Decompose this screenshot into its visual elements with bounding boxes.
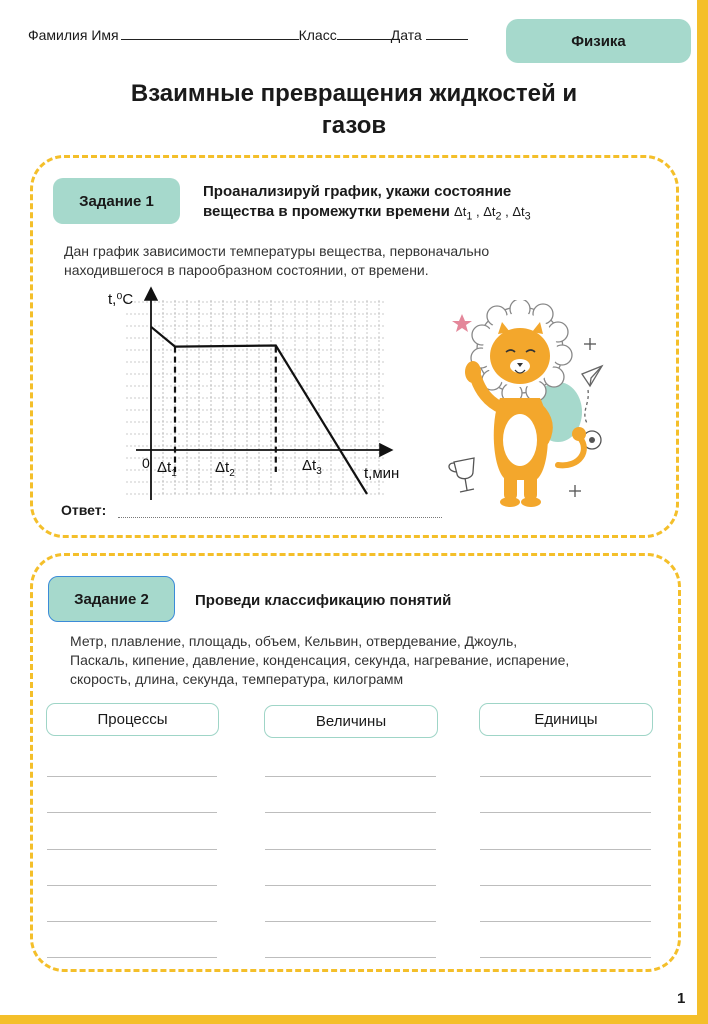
interval-1-sub: 1 — [171, 468, 177, 479]
page-title-line2: газов — [321, 112, 387, 139]
writing-line[interactable] — [47, 812, 217, 813]
interval-3-sub: 3 — [316, 466, 322, 477]
writing-line[interactable] — [47, 957, 217, 958]
category-units: Единицы — [479, 703, 653, 736]
date-label: Дата — [390, 27, 422, 43]
paper-plane-icon — [582, 366, 602, 425]
surname-name-field[interactable] — [121, 39, 299, 40]
surname-name-label: Фамилия Имя — [28, 27, 119, 43]
writing-line[interactable] — [480, 885, 651, 886]
interval-2-sub: 2 — [229, 468, 235, 479]
interval-3-base: Δt — [302, 457, 317, 474]
task2-text-line1: Метр, плавление, площадь, объем, Кельвин, отвердевание, Джоуль, — [70, 633, 518, 649]
writing-line[interactable] — [480, 776, 651, 777]
graph-dashed-markers — [175, 347, 276, 472]
page-frame-bottom — [0, 1015, 708, 1024]
writing-line[interactable] — [47, 921, 217, 922]
heading-interval-base: Δt — [454, 204, 467, 219]
lion-tail — [558, 438, 584, 465]
task2-text-line3: скорость, длина, секунда, температура, килограмм — [70, 671, 404, 687]
task1-description-line1: Дан график зависимости температуры вещества, первоначально — [64, 243, 490, 259]
writing-line[interactable] — [47, 776, 217, 777]
page-frame-right — [697, 0, 708, 1024]
interval-label-2 — [215, 459, 235, 479]
heading-interval-base: Δt — [483, 204, 496, 219]
lion-head — [490, 322, 550, 384]
task2-text — [70, 632, 670, 689]
origin-label: 0 — [142, 455, 150, 471]
writing-line[interactable] — [265, 921, 436, 922]
trophy-icon — [449, 458, 474, 492]
category-processes: Процессы — [46, 703, 219, 736]
answer-label: Ответ: — [61, 502, 107, 518]
temperature-time-graph — [100, 282, 420, 512]
task2-badge: Задание 2 — [48, 576, 175, 622]
writing-line[interactable] — [265, 812, 436, 813]
writing-line[interactable] — [265, 849, 436, 850]
task2-text-line2: Паскаль, кипение, давление, конденсация, секунда, нагревание, испарение, — [70, 652, 570, 668]
subject-badge: Физика — [506, 19, 691, 63]
task1-intervals: $\Delta t_1$ , $\Delta t_2$ , $\Delta t_3$ — [454, 204, 531, 223]
task1-heading — [203, 182, 663, 227]
answer-line[interactable] — [118, 517, 442, 518]
writing-line[interactable] — [265, 885, 436, 886]
lion-illustration — [440, 300, 615, 515]
task1-description-line2: находившегося в парообразном состоянии, от времени. — [64, 262, 429, 278]
heading-interval-sub: 3 — [524, 210, 531, 223]
task1-heading-line1: Проанализируй график, укажи состояние — [203, 183, 512, 200]
class-field[interactable] — [337, 39, 391, 40]
student-info-line — [28, 27, 468, 43]
star-icon — [452, 314, 472, 332]
y-axis-label: t,⁰C — [108, 291, 134, 308]
task1-badge: Задание 1 — [53, 178, 180, 224]
task1-heading-line2: вещества в промежутки времени — [203, 203, 450, 220]
page-number: 1 — [677, 990, 686, 1007]
page-title — [60, 78, 648, 142]
writing-line[interactable] — [265, 957, 436, 958]
writing-line[interactable] — [480, 812, 651, 813]
heading-interval-sub: 1 — [466, 210, 473, 223]
writing-line[interactable] — [480, 957, 651, 958]
heading-interval-sub: 2 — [495, 210, 502, 223]
writing-line[interactable] — [480, 849, 651, 850]
writing-line[interactable] — [47, 849, 217, 850]
task1-description — [64, 242, 624, 280]
interval-1-base: Δt — [157, 459, 172, 476]
category-quantities: Величины — [264, 705, 438, 738]
interval-2-base: Δt — [215, 459, 230, 476]
heading-interval-base: Δt — [512, 204, 525, 219]
task2-heading: Проведи классификацию понятий — [195, 592, 452, 609]
writing-line[interactable] — [265, 776, 436, 777]
date-field[interactable] — [426, 39, 468, 40]
writing-line[interactable] — [480, 921, 651, 922]
class-label: Класс — [298, 27, 337, 43]
x-axis-label: t,мин — [364, 465, 400, 482]
writing-line[interactable] — [47, 885, 217, 886]
page-title-line1: Взаимные превращения жидкостей и — [130, 80, 578, 107]
